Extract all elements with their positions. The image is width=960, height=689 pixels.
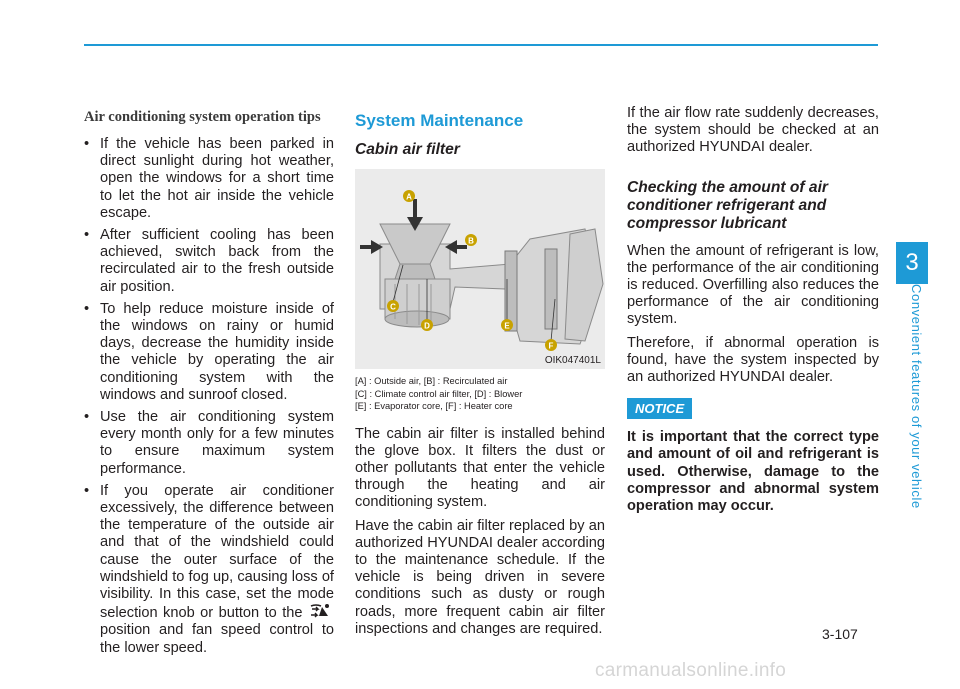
bullet: • — [84, 300, 90, 317]
tip-item — [84, 227, 334, 296]
caption-line: [C] : Climate control air filter, [D] : Blower — [355, 388, 523, 399]
paragraph: When the amount of refrigerant is low, the performance of the air conditioning is reduced. Overfilling also reduces the performance of the air conditioning system. — [627, 242, 879, 328]
bullet: • — [84, 409, 90, 426]
tips-heading: Air conditioning system operation tips — [84, 109, 321, 125]
tip-item — [84, 136, 334, 222]
label-a: A — [406, 192, 412, 202]
label-f: F — [548, 341, 554, 351]
label-b: B — [468, 236, 474, 246]
paragraph: Therefore, if abnormal operation is found, have the system inspected by an authorized HYUNDAI dealer. — [627, 334, 879, 386]
caption-line: [E] : Evaporator core, [F] : Heater core — [355, 401, 513, 411]
bullet: • — [84, 136, 90, 152]
left-column — [84, 105, 334, 662]
tips-list — [84, 136, 334, 657]
tip-text-continued: position and fan speed control to the lower speed. — [100, 622, 334, 656]
watermark[interactable]: carmanualsonline.info — [595, 660, 787, 681]
tip-text: If the vehicle has been parked in direct sunlight during hot weather, open the windows for a short time to let the hot air inside the vehicle escape. — [100, 136, 334, 221]
label-c: C — [390, 302, 396, 312]
tip-item — [84, 409, 334, 478]
tip-text: After sufficient cooling has been achieved, switch back from the recirculated air to the fresh outside air position. — [100, 227, 334, 295]
paragraph: The cabin air filter is installed behind the glove box. It filters the dust or other pollutants that enter the vehicle through the heating and air conditioning system. — [355, 425, 605, 511]
subsection-title: Cabin air filter — [355, 141, 460, 158]
bullet: • — [84, 227, 90, 244]
notice-text: It is important that the correct type and amount of oil and refrigerant is used. Otherwise, damage to the compressor and abnormal system operation may occur. — [627, 429, 879, 515]
intro-paragraph: If the air flow rate suddenly decreases, the system should be checked at an authorized HYUNDAI dealer. — [627, 105, 879, 156]
notice-badge: NOTICE — [627, 398, 692, 419]
bullet: • — [84, 482, 90, 499]
middle-column — [355, 105, 605, 644]
cabin-filter-figure — [355, 169, 605, 369]
floor-defrost-mode-icon — [308, 603, 334, 619]
hvac-diagram — [355, 169, 605, 369]
label-e: E — [504, 321, 510, 331]
header-rule — [84, 44, 878, 46]
tip-text: To help reduce moisture inside of the windows on rainy or humid days, decrease the humidity inside the vehicle by operating the air conditioning system with the windows and sunroof closed. — [100, 300, 334, 403]
tip-item — [84, 301, 334, 404]
tip-item — [84, 483, 334, 657]
page-number: 3-107 — [822, 626, 858, 642]
chapter-number-tab[interactable]: 3 — [896, 242, 928, 284]
figure-caption — [355, 375, 605, 413]
chapter-title: Convenient features of your vehicle — [909, 284, 924, 509]
right-column — [627, 105, 879, 515]
tip-text: Use the air conditioning system every month only for a few minutes to ensure maximum system performance. — [100, 409, 334, 477]
tip-text: If you operate air conditioner excessively, the difference between the temperature of the outside air and that of the windshield could cause the outer surface of the windshield to fog up, causing loss of visibility. In this case, set the mode selection knob or button to the — [100, 482, 334, 622]
paragraph: Have the cabin air filter replaced by an authorized HYUNDAI dealer according to the maintenance schedule. If the vehicle is being driven in severe conditions such as dusty or rough roads, more frequent cabin air filter inspections and changes are required. — [355, 517, 605, 637]
subsection-title: Checking the amount of air conditioner refrigerant and compressor lubricant — [627, 178, 829, 232]
section-title: System Maintenance — [355, 111, 524, 130]
figure-code: OIK047401L — [544, 355, 601, 366]
caption-line: [A] : Outside air, [B] : Recirculated air — [355, 376, 508, 386]
label-d: D — [424, 321, 430, 331]
